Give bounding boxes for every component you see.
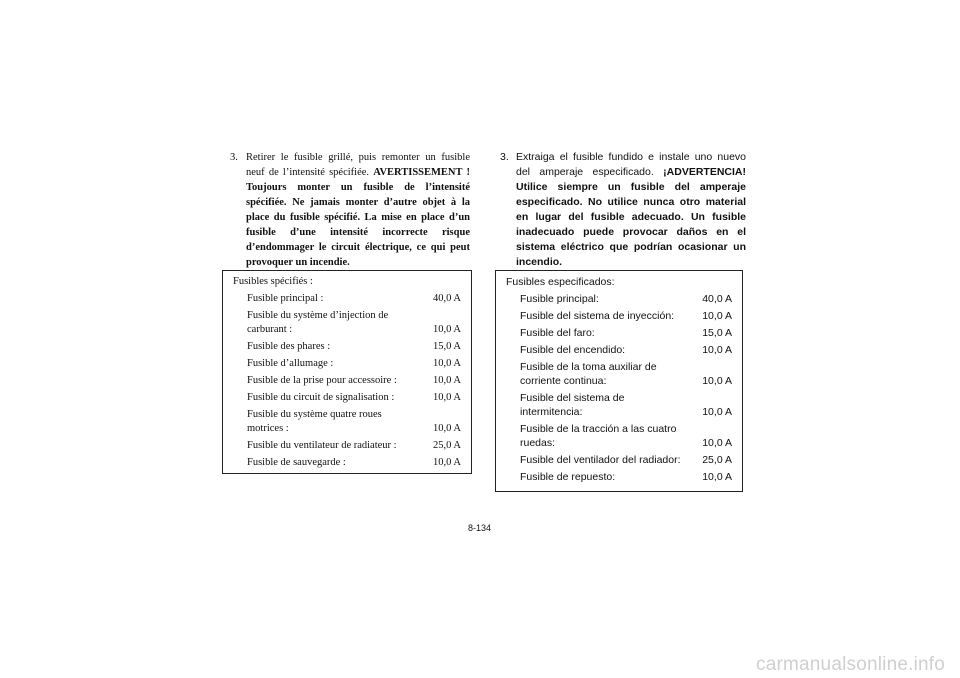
step-instruction: Extraiga el fusible fundido e instale uno nuevo del amperaje especificado. — [516, 151, 746, 178]
fuse-value: 15,0 A — [432, 341, 461, 352]
page-number: 8-134 — [468, 523, 492, 533]
fuse-value: 40,0 A — [702, 293, 732, 305]
fuse-row — [223, 340, 471, 354]
fuse-spec-title: Fusibles especificados: — [506, 276, 615, 288]
fuse-label: Fusible principal : — [247, 293, 324, 304]
fuse-row — [223, 391, 471, 405]
fuse-label: Fusible du circuit de signalisation : — [247, 392, 395, 403]
fuse-label: Fusible del sistema de inyección: — [520, 310, 675, 322]
fuse-spec-title: Fusibles spécifiés : — [233, 276, 313, 287]
fuse-value: 10,0 A — [702, 375, 732, 387]
fuse-row — [223, 456, 471, 470]
fuse-row — [496, 360, 742, 388]
fuse-label: Fusible del faro: — [520, 327, 595, 339]
fuse-row — [496, 326, 742, 340]
fuse-spec-box-spanish — [495, 270, 743, 492]
fuse-row — [496, 343, 742, 357]
fuse-value: 10,0 A — [702, 437, 732, 449]
fuse-label: Fusible de la toma auxiliar de corriente continua: — [520, 361, 657, 387]
fuse-value: 10,0 A — [702, 471, 732, 483]
step-number: 3. — [500, 151, 509, 163]
fuse-label: Fusible du ventilateur de radiateur : — [247, 440, 397, 451]
fuse-row — [223, 439, 471, 453]
fuse-spec-box-french — [222, 270, 472, 474]
french-step — [230, 150, 470, 270]
step-instruction: Retirer le fusible grillé, puis remonter un fusible neuf de l’intensité spécifiée. — [246, 152, 470, 178]
fuse-value: 10,0 A — [432, 324, 461, 335]
fuse-label: Fusible de repuesto: — [520, 471, 616, 483]
fuse-value: 10,0 A — [702, 406, 732, 418]
fuse-row — [223, 357, 471, 371]
step-number: 3. — [230, 152, 238, 163]
fuse-value: 15,0 A — [702, 327, 732, 339]
fuse-label: Fusible des phares : — [247, 341, 331, 352]
fuse-label: Fusible du système d’injection de carburant : — [247, 310, 389, 335]
fuse-row — [496, 453, 742, 467]
fuse-label: Fusible de la tracción a las cuatro ruedas: — [520, 423, 677, 449]
fuse-value: 10,0 A — [432, 358, 461, 369]
fuse-label: Fusible de sauvegarde : — [247, 457, 346, 468]
fuse-row — [223, 309, 471, 337]
fuse-row — [496, 309, 742, 323]
fuse-value: 10,0 A — [432, 423, 461, 434]
fuse-label: Fusible del sistema de intermitencia: — [520, 392, 625, 418]
fuse-value: 10,0 A — [432, 392, 461, 403]
fuse-row — [223, 292, 471, 306]
warning-text: ¡ADVERTENCIA! Utilice siempre un fusible del amperaje especificado. No utilice nunca otro material en lugar del fusible adecuado. Un fusible inadecuado puede provocar daños en el sistema eléctrico que podrían ocasionar un incendio. — [516, 166, 746, 268]
fuse-row — [496, 292, 742, 306]
fuse-label: Fusible principal: — [520, 293, 599, 305]
fuse-label: Fusible del encendido: — [520, 344, 626, 356]
fuse-row — [496, 470, 742, 484]
spanish-step — [500, 150, 746, 270]
fuse-value: 10,0 A — [432, 457, 461, 468]
fuse-value: 10,0 A — [432, 375, 461, 386]
fuse-row — [223, 374, 471, 388]
fuse-value: 25,0 A — [432, 440, 461, 451]
fuse-value: 10,0 A — [702, 344, 732, 356]
fuse-value: 10,0 A — [702, 310, 732, 322]
fuse-value: 40,0 A — [432, 293, 461, 304]
fuse-row — [496, 422, 742, 450]
fuse-row — [496, 391, 742, 419]
watermark: carmanualsonline.info — [756, 654, 946, 675]
fuse-label: Fusible d’allumage : — [247, 358, 334, 369]
fuse-row — [223, 408, 471, 436]
fuse-label: Fusible de la prise pour accessoire : — [247, 375, 397, 386]
warning-text: AVERTISSEMENT ! Toujours monter un fusible de l’intensité spécifiée. Ne jamais monter d’autre objet à la place du fusible spécifié. La mise en place d’un fusible d’une intensité incorrecte risque d’endommager le circuit électrique, ce qui peut provoquer un incendie. — [246, 167, 471, 268]
fuse-value: 25,0 A — [702, 454, 732, 466]
fuse-label: Fusible du système quatre roues motrices : — [247, 409, 382, 434]
fuse-label: Fusible del ventilador del radiador: — [520, 454, 681, 466]
